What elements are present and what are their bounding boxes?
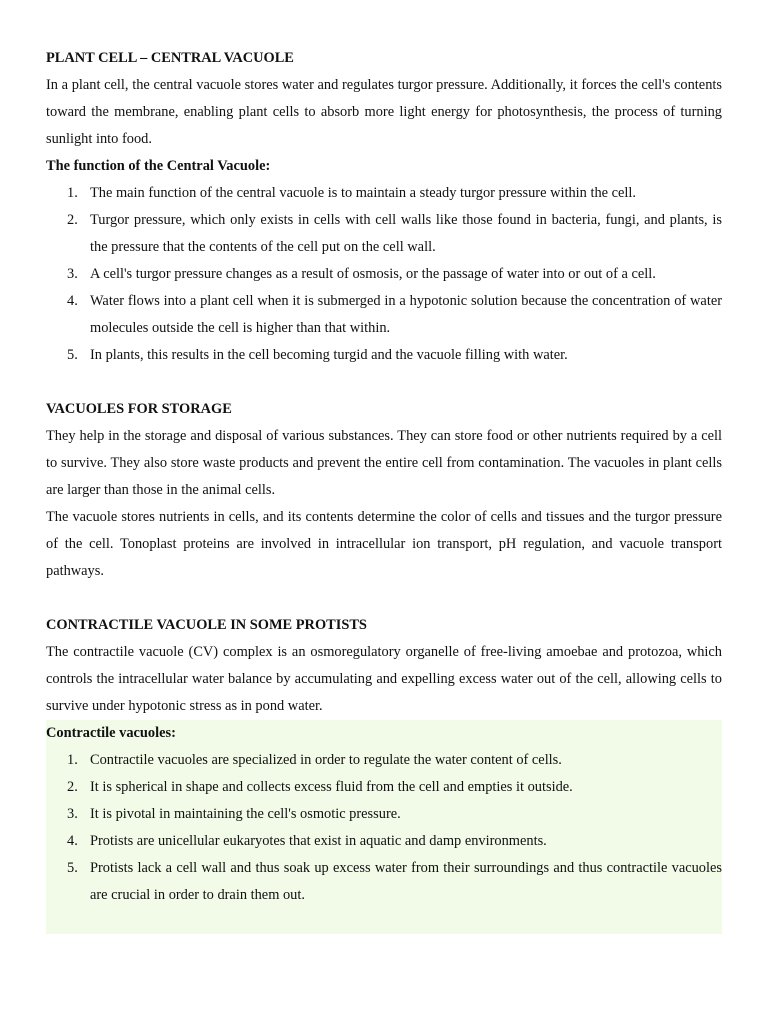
list-item-text: Protists lack a cell wall and thus soak up excess water from their surroundings and thus contractile vacuoles are crucial in order to drain them out. bbox=[90, 860, 722, 903]
paragraph-storage-1: They help in the storage and disposal of various substances. They can store food or other nutrients required by a cell to survive. They also store waste products and prevent the entire cell from contamination. The vacuoles in plant cells are larger than those in the animal cells. bbox=[46, 428, 722, 498]
list-item bbox=[46, 261, 722, 288]
function-list bbox=[46, 180, 722, 369]
list-item-text: Water flows into a plant cell when it is submerged in a hypotonic solution because the concentration of water molecules outside the cell is higher than that within. bbox=[90, 293, 722, 336]
paragraph-central-vacuole-intro: In a plant cell, the central vacuole stores water and regulates turgor pressure. Additionally, it forces the cell's contents toward the membrane, enabling plant cells to absorb more light energy for photosynthesis, the process of turning sunlight into food. bbox=[46, 77, 722, 147]
list-item-text: It is spherical in shape and collects excess fluid from the cell and empties it outside. bbox=[90, 779, 573, 795]
list-item bbox=[46, 342, 722, 369]
section-spacer bbox=[46, 585, 722, 612]
list-number: 1. bbox=[67, 185, 78, 201]
list-number: 5. bbox=[67, 860, 78, 876]
list-number: 2. bbox=[67, 779, 78, 795]
list-item-text: Contractile vacuoles are specialized in order to regulate the water content of cells. bbox=[90, 752, 562, 768]
list-item bbox=[46, 747, 722, 774]
subheading-contractile-vacuoles: Contractile vacuoles: bbox=[46, 725, 176, 741]
paragraph-storage-2: The vacuole stores nutrients in cells, and its contents determine the color of cells and tissues and the turgor pressure of the cell. Tonoplast proteins are involved in intracellular ion transport, pH regulation, and vacuole transport pathways. bbox=[46, 509, 722, 579]
list-item bbox=[46, 207, 722, 261]
list-number: 3. bbox=[67, 266, 78, 282]
list-item-text: A cell's turgor pressure changes as a result of osmosis, or the passage of water into or out of a cell. bbox=[90, 266, 656, 282]
highlighted-block bbox=[46, 720, 722, 934]
list-item bbox=[46, 180, 722, 207]
section-heading-storage: VACUOLES FOR STORAGE bbox=[46, 401, 232, 417]
list-item bbox=[46, 801, 722, 828]
list-item bbox=[46, 855, 722, 909]
list-number: 3. bbox=[67, 806, 78, 822]
list-item-text: Protists are unicellular eukaryotes that exist in aquatic and damp environments. bbox=[90, 833, 547, 849]
paragraph-contractile-intro: The contractile vacuole (CV) complex is an osmoregulatory organelle of free-living amoebae and protozoa, which controls the intracellular water balance by accumulating and expelling excess water out of the cell, allowing cells to survive under hypotonic stress as in pond water. bbox=[46, 644, 722, 714]
list-number: 4. bbox=[67, 293, 78, 309]
list-item bbox=[46, 828, 722, 855]
list-item-text: Turgor pressure, which only exists in cells with cell walls like those found in bacteria, fungi, and plants, is the pressure that the contents of the cell put on the cell wall. bbox=[90, 212, 722, 255]
section-heading-contractile: CONTRACTILE VACUOLE IN SOME PROTISTS bbox=[46, 617, 367, 633]
subheading-function-central-vacuole: The function of the Central Vacuole: bbox=[46, 158, 271, 174]
list-number: 4. bbox=[67, 833, 78, 849]
list-item-text: It is pivotal in maintaining the cell's osmotic pressure. bbox=[90, 806, 401, 822]
list-item-text: The main function of the central vacuole is to maintain a steady turgor pressure within the cell. bbox=[90, 185, 637, 201]
contractile-list bbox=[46, 747, 722, 909]
list-number: 2. bbox=[67, 212, 78, 228]
list-number: 1. bbox=[67, 752, 78, 768]
section-spacer bbox=[46, 369, 722, 396]
list-number: 5. bbox=[67, 347, 78, 363]
list-item bbox=[46, 774, 722, 801]
section-heading-central-vacuole: PLANT CELL – CENTRAL VACUOLE bbox=[46, 50, 294, 66]
list-item-text: In plants, this results in the cell becoming turgid and the vacuole filling with water. bbox=[90, 347, 568, 363]
list-item bbox=[46, 288, 722, 342]
